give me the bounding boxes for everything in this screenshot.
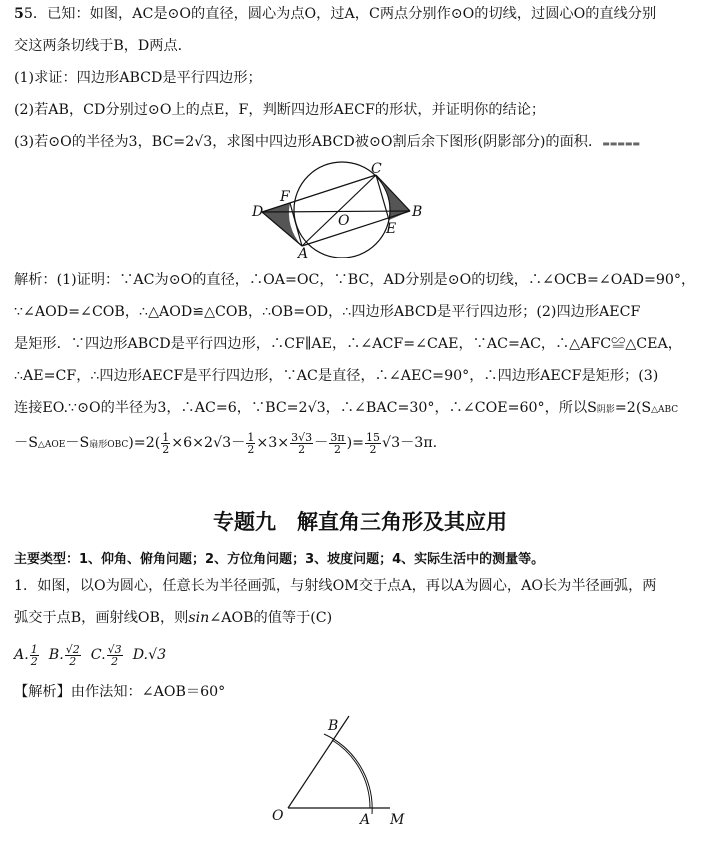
label-o: O — [338, 213, 350, 229]
segment-ac — [302, 175, 376, 246]
denominator: 2 — [162, 442, 170, 456]
label-f: F — [280, 189, 290, 205]
q3-text: (3)若⊙O的半径为3，BC=2√3，求图中四边形ABCD被⊙O割后余下图形(阴影部分)的面积． — [14, 134, 603, 150]
sol6-c: )=2( — [128, 435, 161, 451]
problem-5-text: 5．已知：如图，AC是⊙O的直径，圆心为点O，过A，C两点分别作⊙O的切线，过圆心O的直线分别 — [23, 6, 657, 22]
denominator: 2 — [30, 654, 38, 668]
problem-5-line-2: 交这两条切线于B，D两点． — [14, 38, 192, 54]
numerator: 1 — [162, 430, 170, 444]
option-d — [133, 647, 166, 663]
sol5-text-b: =2(S — [614, 400, 652, 416]
option-c — [90, 642, 124, 668]
problem-5-q2: (2)若AB，CD分别过⊙O上的点E，F，判断四边形AECF的形状，并证明你的结论； — [14, 102, 546, 118]
fraction — [290, 432, 313, 455]
solution-line-3: 是矩形．∵四边形ABCD是平行四边形，∴CF∥AE，∴∠ACF=∠CAE，∵AC=AC，∴△AFC≌△CEA， — [14, 336, 682, 352]
section-title: 专题九 解直角三角形及其应用 — [213, 510, 507, 534]
option-d-label: D. — [132, 647, 149, 663]
sol6-g: － — [314, 435, 329, 451]
sub-abc: △ABC — [651, 405, 679, 415]
solution-line-1: 解析：(1)证明：∵AC为⊙O的直径，∴OA=OC，∵BC，AD分别是⊙O的切线，∴∠OCB=∠OAD=90°， — [14, 272, 696, 288]
solution-line-4: ∴AE=CF，∴四边形AECF是平行四边形，∵AC是直径，∴∠AEC=90°，∴四边形AECF是矩形；(3) — [14, 368, 659, 384]
arc-from-a — [324, 734, 372, 814]
option-a — [14, 642, 40, 668]
ray-ob — [288, 716, 349, 808]
problem-1-options — [14, 642, 166, 668]
main-types: 主要类型：1、仰角、俯角问题；2、方位角问题；3、坡度问题；4、实际生活中的测量等。 — [14, 552, 545, 567]
figure-angle-construction — [262, 710, 412, 832]
sol6-h: )= — [346, 435, 365, 451]
numerator: √3 — [107, 642, 122, 656]
sol6-i: √3－3π. — [382, 435, 438, 451]
denominator: 2 — [333, 442, 341, 456]
fraction — [161, 432, 170, 455]
sol6-a: －S — [14, 435, 38, 451]
numerator: 15 — [366, 430, 381, 444]
problem-1-line-2 — [14, 608, 332, 628]
sol6-b: －S — [65, 435, 90, 451]
label-o: O — [272, 808, 284, 824]
label-a: A — [360, 812, 371, 828]
option-a-label: A. — [14, 647, 29, 663]
problem-number: 5 — [14, 6, 24, 22]
label-a: A — [298, 246, 309, 258]
numerator: 1 — [30, 642, 38, 656]
p1-text-a: 弧交于点B，画射线OB，则 — [14, 610, 189, 626]
sin-text: sin — [188, 610, 210, 626]
problem-5-q3 — [14, 132, 640, 154]
sub-aoe: △AOE — [37, 440, 66, 450]
denominator: 2 — [111, 654, 119, 668]
fraction — [365, 432, 381, 455]
label-m: M — [390, 812, 405, 828]
fraction — [246, 432, 255, 455]
numerator: 3√3 — [291, 430, 313, 444]
figure-parallelogram-circle — [240, 158, 430, 258]
option-d-value: √3 — [148, 647, 167, 663]
fraction — [30, 644, 39, 667]
denominator: 2 — [247, 442, 255, 456]
label-c: C — [371, 161, 382, 177]
numerator: √2 — [65, 642, 80, 656]
numerator: 1 — [247, 430, 255, 444]
option-b-label: B. — [48, 647, 64, 663]
problem-1-line-1: 1．如图，以O为圆心，任意长为半径画弧，与射线OM交于点A，再以A为圆心，AO长为半径画弧，两 — [14, 578, 657, 594]
solution-line-5 — [14, 398, 678, 420]
option-b — [48, 642, 82, 668]
label-e: E — [386, 221, 397, 237]
denominator: 2 — [298, 442, 306, 456]
option-c-label: C. — [90, 647, 106, 663]
label-b: B — [412, 204, 423, 220]
label-b: B — [328, 718, 339, 734]
fraction — [329, 432, 345, 455]
numerator: 3π — [330, 430, 345, 444]
analysis-line: 【解析】由作法知：∠AOB＝60° — [14, 684, 226, 700]
fraction — [65, 644, 81, 667]
denominator: 2 — [369, 442, 377, 456]
p1-text-b: ∠AOB的值等于(C) — [209, 610, 333, 626]
sol5-text-a: 连接EO.∵⊙O的半径为3，∴AC=6，∵BC=2√3，∴∠BAC=30°，∴∠COE=60°，所以S — [14, 400, 597, 416]
sol6-e: ×3× — [256, 435, 290, 451]
solution-line-6 — [14, 430, 437, 458]
problem-5-q1: (1)求证：四边形ABCD是平行四边形； — [14, 70, 262, 86]
fraction — [107, 644, 123, 667]
watermark-mark: ▬▬▬▬▬ — [602, 139, 640, 148]
sol6-d: ×6×2√3－ — [171, 435, 246, 451]
sub-shaded: 阴影 — [596, 405, 615, 415]
denominator: 2 — [69, 654, 77, 668]
sub-sector: 扇形OBC — [89, 440, 129, 450]
label-d: D — [252, 204, 264, 220]
solution-line-2: ∵∠AOD=∠COB，∴△AOD≌△COB，∴OB=OD，∴四边形ABCD是平行四边形；(2)四边形AECF — [14, 304, 641, 320]
problem-5-line-1 — [14, 4, 656, 24]
